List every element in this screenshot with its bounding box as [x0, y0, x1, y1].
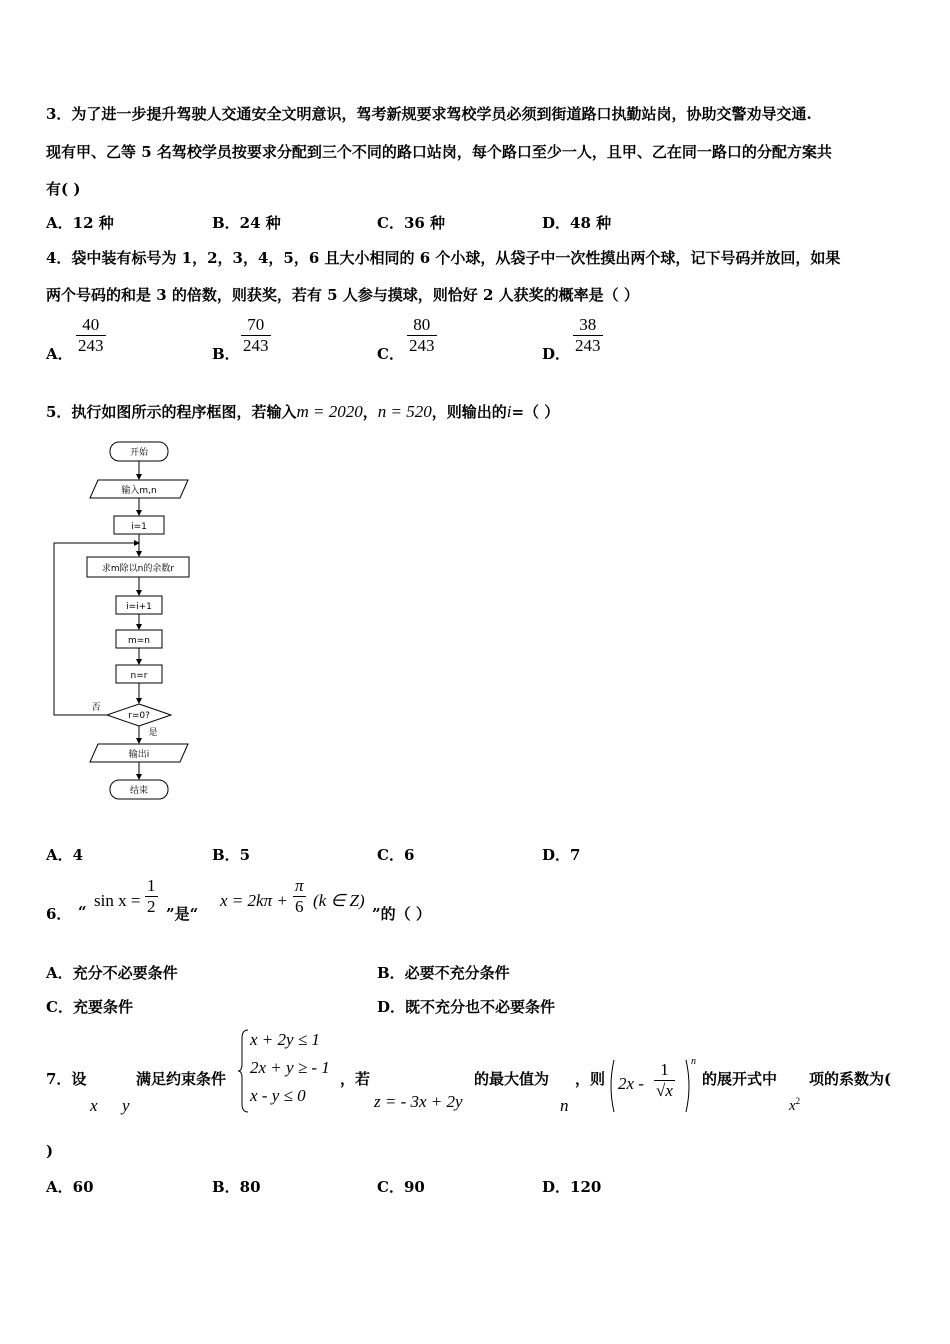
q7-var-y: y	[122, 1096, 130, 1115]
q6-k-part: (k ∈ Z)	[313, 891, 365, 910]
q7-close: )	[46, 1142, 54, 1160]
q7-option-a: A．60	[46, 1178, 94, 1196]
q6-option-a: A．充分不必要条件	[46, 964, 178, 982]
q3-option-b: B．24 种	[212, 214, 281, 232]
q7-max-text: 的最大值为	[474, 1070, 550, 1088]
q3-option-a: A．12 种	[46, 214, 114, 232]
q5-stem	[46, 401, 559, 422]
flow-yes-label: 是	[148, 728, 158, 738]
q3-line-2: 现有甲、乙等 5 名驾校学员按要求分配到三个不同的路口站岗，每个路口至少一人，且甲、乙在同一路口的分配方案共	[46, 143, 832, 161]
q4-option-a-num: 40	[82, 315, 100, 334]
q4-option-b-fraction	[241, 315, 271, 356]
q5-option-c: C．6	[377, 846, 415, 864]
q5-comma: ，	[362, 403, 378, 421]
q4-option-d-letter: D．	[542, 345, 571, 363]
q6-quote-open: “	[78, 903, 87, 921]
q4-option-c-fraction	[407, 315, 437, 356]
flow-start-text: 开始	[129, 448, 149, 458]
q6-tail: ”的（ ）	[372, 905, 431, 923]
q6-pi-den: 6	[293, 896, 306, 917]
q6-pi-num: π	[295, 876, 304, 895]
q7-option-c: C．90	[377, 1178, 425, 1196]
q4-option-d-num: 38	[579, 315, 597, 334]
q7-binom-fraction	[654, 1060, 675, 1101]
q4-option-a-letter: A．	[46, 345, 73, 363]
q7-if-text: ，若	[340, 1070, 371, 1088]
q4-option-c-den: 243	[409, 336, 435, 355]
q7-expand-text: 的展开式中	[702, 1070, 778, 1088]
q3-line-3: 有( )	[46, 180, 81, 198]
q7-option-d: D．120	[542, 1178, 602, 1196]
q7-binom-a: 2x -	[618, 1074, 644, 1093]
flow-inc-text: i=i+1	[126, 602, 152, 612]
q5-m-expr: m = 2020	[296, 402, 363, 421]
flow-no-label: 否	[91, 703, 101, 713]
q5-tail: =（ ）	[511, 403, 560, 421]
q4-option-d-den: 243	[575, 336, 601, 355]
q5-option-d: D．7	[542, 846, 581, 864]
q6-option-d: D．既不充分也不必要条件	[377, 998, 556, 1016]
flow-output-text: 输出i	[128, 750, 150, 760]
q6-half-num: 1	[147, 876, 156, 895]
q7-var-x: x	[90, 1096, 98, 1115]
q7-constraint-2: 2x + y ≥ - 1	[250, 1058, 330, 1077]
q7-constraint-1: x + 2y ≤ 1	[250, 1030, 320, 1049]
q4-option-b-den: 243	[243, 336, 269, 355]
q7-z-expr: z = - 3x + 2y	[374, 1092, 463, 1111]
q5-option-a: A．4	[46, 846, 84, 864]
q7-number: 7．设	[46, 1070, 87, 1088]
q4-option-c-num: 80	[413, 315, 431, 334]
q6-number: 6．	[46, 905, 72, 923]
q5-i-expr: i	[506, 402, 512, 421]
q5-option-b: B．5	[212, 846, 251, 864]
flowchart	[40, 432, 210, 804]
q7-var-n: n	[560, 1096, 569, 1115]
q5-prefix: 5．执行如图所示的程序框图，若输入	[46, 403, 297, 421]
q7-constraint-3: x - y ≤ 0	[250, 1086, 306, 1105]
q4-line-2: 两个号码的和是 3 的倍数，则获奖，若有 5 人参与摸球，则恰好 2 人获奖的概率是（ ）	[46, 286, 639, 304]
q6-sin-part: sin x =	[94, 891, 141, 910]
q4-option-c-letter: C．	[377, 345, 404, 363]
flow-input-text: 输入m,n	[121, 486, 157, 496]
flow-remainder-text: 求m除以n的余数r	[101, 564, 175, 574]
q4-line-1: 4．袋中装有标号为 1，2，3，4，5，6 且大小相同的 6 个小球，从袋子中一次性摸出两个球，记下号码并放回，如果	[46, 249, 841, 267]
q6-option-b: B．必要不充分条件	[377, 964, 510, 982]
q7-option-b: B．80	[212, 1178, 261, 1196]
q7-x2: $x^2$	[789, 1096, 801, 1114]
q3-option-d: D．48 种	[542, 214, 612, 232]
q5-n-expr: n = 520	[377, 402, 432, 421]
q5-suffix: ，则输出的	[431, 403, 507, 421]
q6-half-den: 2	[147, 897, 156, 916]
q6-mid: ”是“	[166, 905, 199, 923]
q6-x-part: x = 2kπ +	[220, 891, 288, 910]
q3-option-c: C．36 种	[377, 214, 446, 232]
q7-cond-label: 满足约束条件	[136, 1070, 227, 1088]
flow-assign-m-text: m=n	[127, 636, 151, 646]
q6-option-c: C．充要条件	[46, 998, 133, 1016]
q4-option-b-letter: B．	[212, 345, 240, 363]
flow-init-text: i=1	[131, 522, 147, 532]
q7-binom-exp: n	[691, 1056, 696, 1067]
q6-pi-fraction	[293, 876, 306, 917]
q4-option-b-num: 70	[247, 315, 265, 334]
q7-binom-den: √x	[656, 1081, 673, 1100]
q7-binom-num: 1	[660, 1060, 669, 1079]
q4-option-a-fraction	[76, 315, 106, 356]
q4-option-d-fraction	[573, 315, 603, 356]
flow-end-text: 结束	[129, 786, 149, 796]
q3-line-1: 3．为了进一步提升驾驶人交通安全文明意识，驾考新规要求驾校学员必须到街道路口执勤站岗，协助交警劝导交通.	[46, 105, 812, 123]
flow-decision-text: r=0?	[128, 711, 150, 721]
q7-then-text: ，则	[575, 1070, 606, 1088]
q6-half-fraction	[145, 876, 158, 917]
q7-coef-text: 项的系数为(	[809, 1070, 892, 1088]
q4-option-a-den: 243	[78, 336, 104, 355]
q7-brace	[238, 1028, 250, 1114]
flow-assign-n-text: n=r	[130, 671, 148, 681]
